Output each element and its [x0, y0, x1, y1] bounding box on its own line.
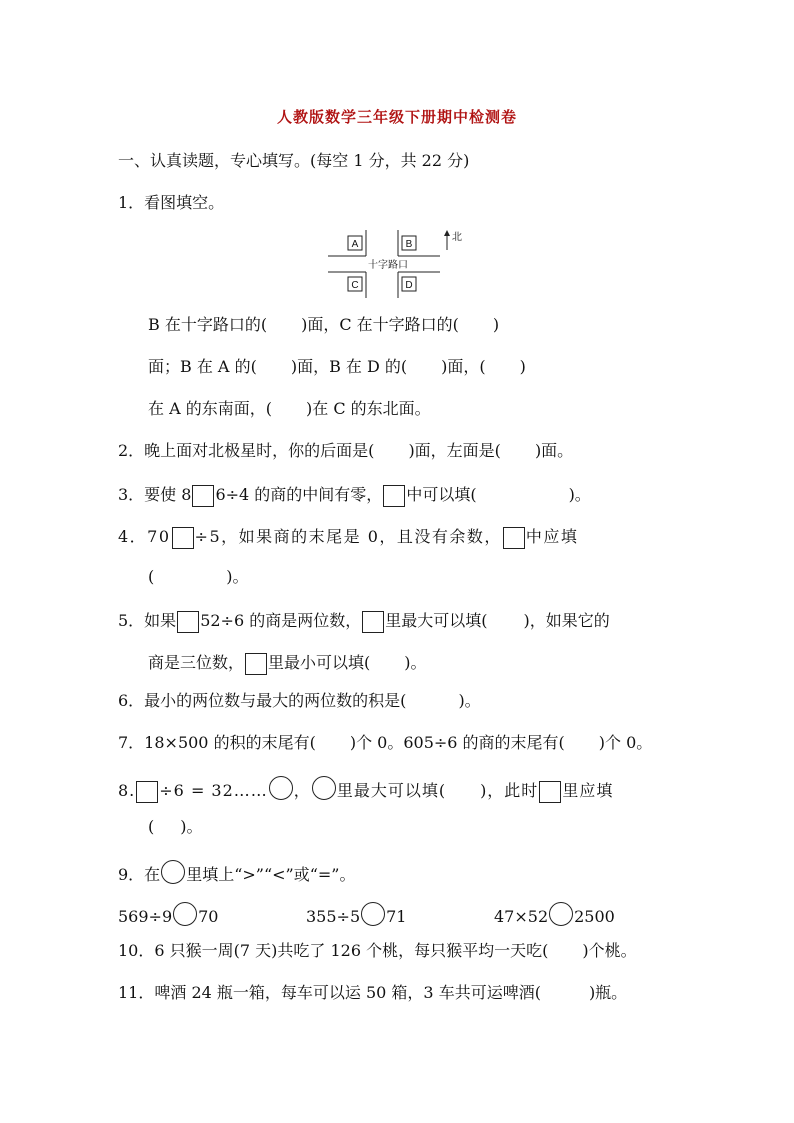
q10-text: )个桃。 [582, 941, 637, 960]
answer-circle[interactable] [173, 902, 197, 926]
north-arrowhead-icon [444, 230, 450, 236]
q4-text: ( [148, 567, 155, 586]
answer-box[interactable] [383, 485, 405, 507]
q1-text: ) [492, 315, 500, 334]
answer-box[interactable] [136, 781, 158, 803]
q1-stem: 1．看图填空。 [118, 193, 225, 212]
q4-text: )。 [226, 567, 249, 586]
q4-text: ÷5，如果商的末尾是 0，且没有余数， [194, 527, 502, 546]
answer-circle[interactable] [269, 776, 293, 800]
q1-text: 在 A 的东南面，( [148, 399, 272, 418]
q9-text: 里填上“>”“<”或“=”。 [186, 865, 356, 884]
q8-line1 [118, 776, 613, 803]
answer-box[interactable] [503, 527, 525, 549]
q11-text: 11．啤酒 24 瓶一箱，每车可以运 50 箱，3 车共可运啤酒( [118, 983, 541, 1002]
q1-text: 面；B 在 A 的( [148, 357, 257, 376]
q8-text: ( [148, 817, 155, 836]
block-d-label: D [405, 280, 413, 291]
q6-text: 6．最小的两位数与最大的两位数的积是( [118, 691, 407, 710]
q5-text: 52÷6 的商是两位数， [200, 611, 362, 630]
answer-box[interactable] [245, 653, 267, 675]
answer-box[interactable] [539, 781, 561, 803]
section-heading: 一、认真读题，专心填写。(每空 1 分，共 22 分) [118, 151, 470, 170]
q5-text: )。 [404, 653, 427, 672]
answer-box[interactable] [172, 527, 194, 549]
q1-text: )面，( [441, 357, 486, 376]
q5-text: 里最小可以填( [268, 653, 371, 672]
q8-text: )。 [180, 817, 203, 836]
q9-text: 47×52 [494, 907, 549, 926]
q11 [118, 982, 627, 1004]
q3-text: 中可以填( [406, 485, 477, 504]
q8-text: )，此时 [480, 781, 539, 800]
q6 [118, 690, 481, 712]
answer-box[interactable] [362, 611, 384, 633]
q2-text: )面。 [534, 441, 574, 460]
q6-text: )。 [458, 691, 481, 710]
q1-text: ) [519, 357, 526, 376]
q10-text: 10．6 只猴一周(7 天)共吃了 126 个桃，每只猴平均一天吃( [118, 941, 549, 960]
q11-text: )瓶。 [588, 983, 628, 1002]
q5-text: 5．如果 [118, 611, 177, 630]
q3-text: 6÷4 的商的中间有零， [215, 485, 383, 504]
crossroad-label: 十字路口 [368, 260, 408, 271]
q7 [118, 732, 652, 754]
q7-text: )个 0。605÷6 的商的末尾有( [349, 733, 565, 752]
q1-line1 [148, 314, 499, 336]
q3-text: 3．要使 8 [118, 485, 192, 504]
q1-text: )面，B 在 D 的( [290, 357, 408, 376]
q1-line3 [148, 398, 431, 420]
q8-text: 8. [118, 781, 136, 800]
q2-text: 2．晚上面对北极星时，你的后面是( [118, 441, 375, 460]
q3 [118, 484, 591, 507]
q7-text: 7．18×500 的积的末尾有( [118, 733, 316, 752]
q5-text: 商是三位数， [148, 653, 245, 672]
q8-text: 里应填 [562, 781, 614, 800]
q3-text: )。 [568, 485, 591, 504]
page-title: 人教版数学三年级下册期中检测卷 [276, 108, 517, 126]
q5-text: )，如果它的 [523, 611, 610, 630]
answer-circle[interactable] [161, 860, 185, 884]
answer-box[interactable] [177, 611, 199, 633]
q8-line2 [148, 816, 203, 838]
q9-text: 71 [386, 907, 407, 926]
q9-text: 70 [198, 907, 219, 926]
q8-text: 里最大可以填( [336, 781, 447, 800]
q9-text: 355÷5 [306, 907, 361, 926]
q5-text: 里最大可以填( [385, 611, 488, 630]
north-label: 北 [452, 232, 462, 243]
q9-expr-3 [494, 902, 615, 928]
q1-text: )在 C 的东北面。 [305, 399, 431, 418]
crossroad-diagram [328, 230, 468, 300]
q8-text: ÷6 = 32…… [159, 781, 268, 800]
answer-box[interactable] [192, 485, 214, 507]
answer-circle[interactable] [549, 902, 573, 926]
answer-circle[interactable] [361, 902, 385, 926]
answer-circle[interactable] [312, 776, 336, 800]
q5-line1 [118, 610, 610, 633]
q4-text: 中应填 [525, 527, 579, 546]
q9-text: 569÷9 [118, 907, 173, 926]
q4-line2 [148, 566, 249, 588]
q7-text: )个 0。 [598, 733, 653, 752]
q2 [118, 440, 573, 462]
q10 [118, 940, 637, 962]
q2-text: )面，左面是( [408, 441, 501, 460]
q1-line2 [148, 356, 526, 378]
q1-text: )面，C 在十字路口的( [301, 315, 459, 334]
block-a-label: A [351, 239, 359, 250]
block-b-label: B [405, 239, 413, 250]
q9-expr-2 [306, 902, 406, 928]
q9-stem [118, 860, 356, 886]
q8-text: ， [293, 781, 311, 800]
q9-text: 9．在 [118, 865, 161, 884]
q9-text: 2500 [574, 907, 615, 926]
q4-text: 4．70 [118, 527, 171, 546]
q4-line1 [118, 526, 578, 549]
block-c-label: C [351, 280, 359, 291]
q9-expr-1 [118, 902, 218, 928]
q5-line2 [148, 652, 427, 675]
q1-text: B 在十字路口的( [148, 315, 268, 334]
